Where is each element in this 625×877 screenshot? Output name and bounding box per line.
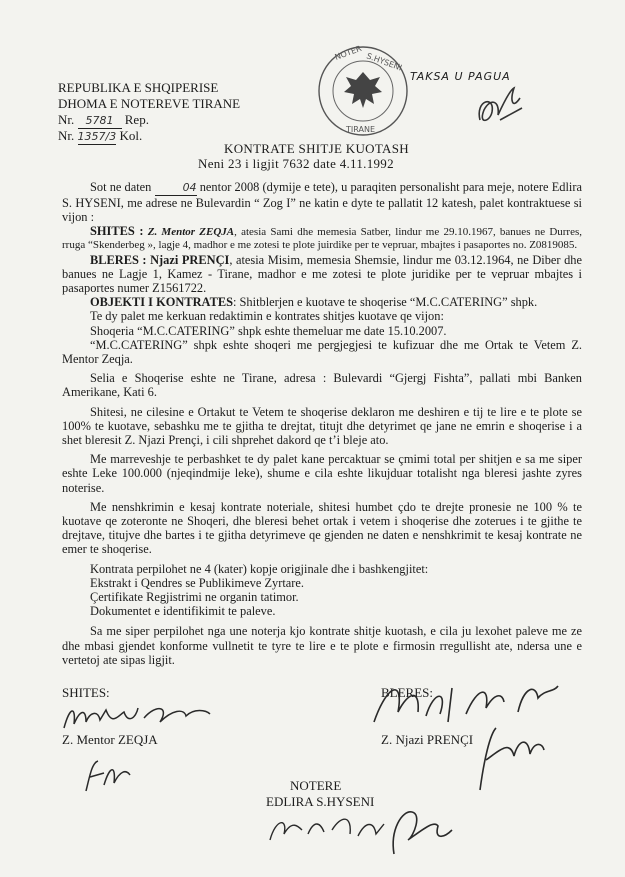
tax-paid-text: TAKSA U PAGUA <box>410 70 511 83</box>
paragraph: Shoqeria “M.C.CATERING” shpk eshte themeluar me date 15.10.2007. <box>90 323 447 338</box>
paragraph: Kontrata perpilohet ne 4 (kater) kopje origjinale dhe i bashkengjitet: <box>90 561 429 576</box>
notary-signature-icon <box>262 800 462 862</box>
paragraph: Me nenshkrimin e kesaj kontrate noteriale, shitesi humbet çdo te drejte pronesie ne 100 % te kuotave qe zoteronte ne Shoqeri, dhe bleresi behet ortak i vetem i shoqerise dhe zoterues i te gjithe te drejtave, titujve dhe bartes i te gjitha detyrimeve qe gjenden ne daten e nenshkrimit te kesaj kontrate ne emer te shoqerise. <box>62 499 582 557</box>
svg-text:S.HYSENI: S.HYSENI <box>365 51 404 73</box>
buyer-signature-name: Z. Njazi PRENÇI <box>381 732 474 747</box>
attachment-item: Dokumentet e identifikimit te paleve. <box>90 604 276 619</box>
contract-title-text: KONTRATE SHITJE KUOTASH <box>224 141 409 156</box>
svg-text:TIRANE: TIRANE <box>346 125 375 134</box>
paragraph: Shitesi, ne cilesine e Ortakut te Vetem te shoqerise deklaron me deshiren e tij te lire e te plote se 100% te kuotave, sebashku me te gjitha te drejtat, titujt dhe detyrimet qe jane ne emrin e shoqerise i a shet bleresit Z. Njazi Prençi, i cili shprehet dakord qe t’i bleje ato. <box>62 404 582 448</box>
nr-label: Nr. <box>58 112 75 127</box>
buyer-details: , atesia Misim, memesia Shemsie, lindur me 03.12.1964, ne Diber dhe banues ne Lagje 1, Kamez - Tirane, madhor e me zotesi te plote juridike per te vepruar mbajtes i pasaportes numer Z1561722. <box>62 252 582 296</box>
chamber-line <box>58 96 240 111</box>
chamber-text: DHOMA E NOTEREVE TIRANE <box>58 96 241 111</box>
kol-label: Kol. <box>119 128 143 143</box>
buyer-signature-label: BLERES: <box>381 685 434 700</box>
notary-seal-icon <box>316 44 410 138</box>
contract-body <box>62 180 582 667</box>
seller-signature-label: SHITES: <box>62 685 110 700</box>
attachment-item: Ekstrakt i Qendres se Publikimeve Zyrtare. <box>90 575 305 590</box>
object-paragraph <box>62 295 582 309</box>
attachment-item: Çertifikate Regjistrimi ne organin tatimor. <box>90 590 299 605</box>
seller-paragraph <box>62 225 582 253</box>
republic-line <box>58 80 218 95</box>
paragraph: “M.C.CATERING” shpk eshte shoqeri me pergjegjesi te kufizuar dhe me Ortak te Vetem Z. Mentor Zeqja. <box>62 337 582 367</box>
nr-label: Nr. <box>58 128 75 143</box>
contract-subtitle <box>198 156 394 172</box>
seller-initials-icon <box>80 755 140 795</box>
intro-before-day: Sot ne daten <box>90 180 152 194</box>
contract-title <box>224 141 409 157</box>
seller-details: , atesia Sami dhe memesia Satber, lindur me 29.10.1967, banues ne Durres, rruga “Skenderbeg », lagje 4, madhor e me zotesi te plote juirdike per te vepruar, mbajtes i pasaportes no. Z0819085. <box>62 225 582 252</box>
object-label: OBJEKTI I KONTRATES <box>90 295 233 310</box>
intro-paragraph <box>62 180 582 225</box>
rep-number: 5781 <box>78 113 122 129</box>
buyer-label: BLERES : Njazi PRENÇI <box>90 252 230 267</box>
republic-text: REPUBLIKA E SHQIPERISE <box>58 80 219 95</box>
kol-number: 1357/3 <box>77 130 117 143</box>
tax-signature-icon <box>470 80 530 140</box>
contract-subtitle-text: Neni 23 i ligjit 7632 date 4.11.1992 <box>198 156 394 171</box>
seller-label: SHITES : <box>90 223 144 238</box>
paragraph: Me marreveshje te perbashket te dy palet kane percaktuar se çmimi total per shitjen e sa me siper eshte Leke 100.000 (njeqindmije leke), shume e cila eshte likujduar totalisht nga bleresi jashte zyres noterise. <box>62 452 582 495</box>
intro-day: 04 <box>155 181 197 196</box>
notary-name: EDLIRA S.HYSENI <box>266 794 375 809</box>
kol-number-line <box>58 128 142 145</box>
seller-signature-name: Z. Mentor ZEQJA <box>62 732 158 747</box>
svg-text:NOTER: NOTER <box>333 44 363 62</box>
closing-paragraph: Sa me siper perpilohet nga une noterja kjo kontrate shitje kuotash, e cila ju lexohet paleve me ze dhe mbasi gjendet konforme vullnetit te tyre te lire e te plote e firmosin rregullisht ate, ndersa une e vertetoj ate sipas ligjit. <box>62 624 582 667</box>
rep-number-line <box>58 112 149 129</box>
notary-label: NOTERE <box>290 778 342 793</box>
rep-label: Rep. <box>124 112 149 127</box>
paragraph: Selia e Shoqerise eshte ne Tirane, adresa : Bulevardi “Gjergj Fishta”, pallati mbi Banken Amerikane, Kati 6. <box>62 371 582 400</box>
buyer-paragraph <box>62 253 582 296</box>
paragraph: Te dy palet me kerkuan redaktimin e kontrates shitjes kuotave qe vijon: <box>90 309 444 324</box>
object-text: : Shitblerjen e kuotave te shoqerise “M.C.CATERING” shpk. <box>233 295 538 310</box>
buyer-initials-icon <box>470 720 550 800</box>
intro-after-day: nentor 2008 (dymije e tete), u paraqiten personalisht para meje, notere Edlira S. HYSENI, me adrese ne Bulevardin “ Zog I” ne katin e dyte te pallatit 12 katesh, palet kontraktuese si vijon : <box>62 180 582 225</box>
seller-name: Z. Mentor ZEQJA <box>147 225 235 238</box>
